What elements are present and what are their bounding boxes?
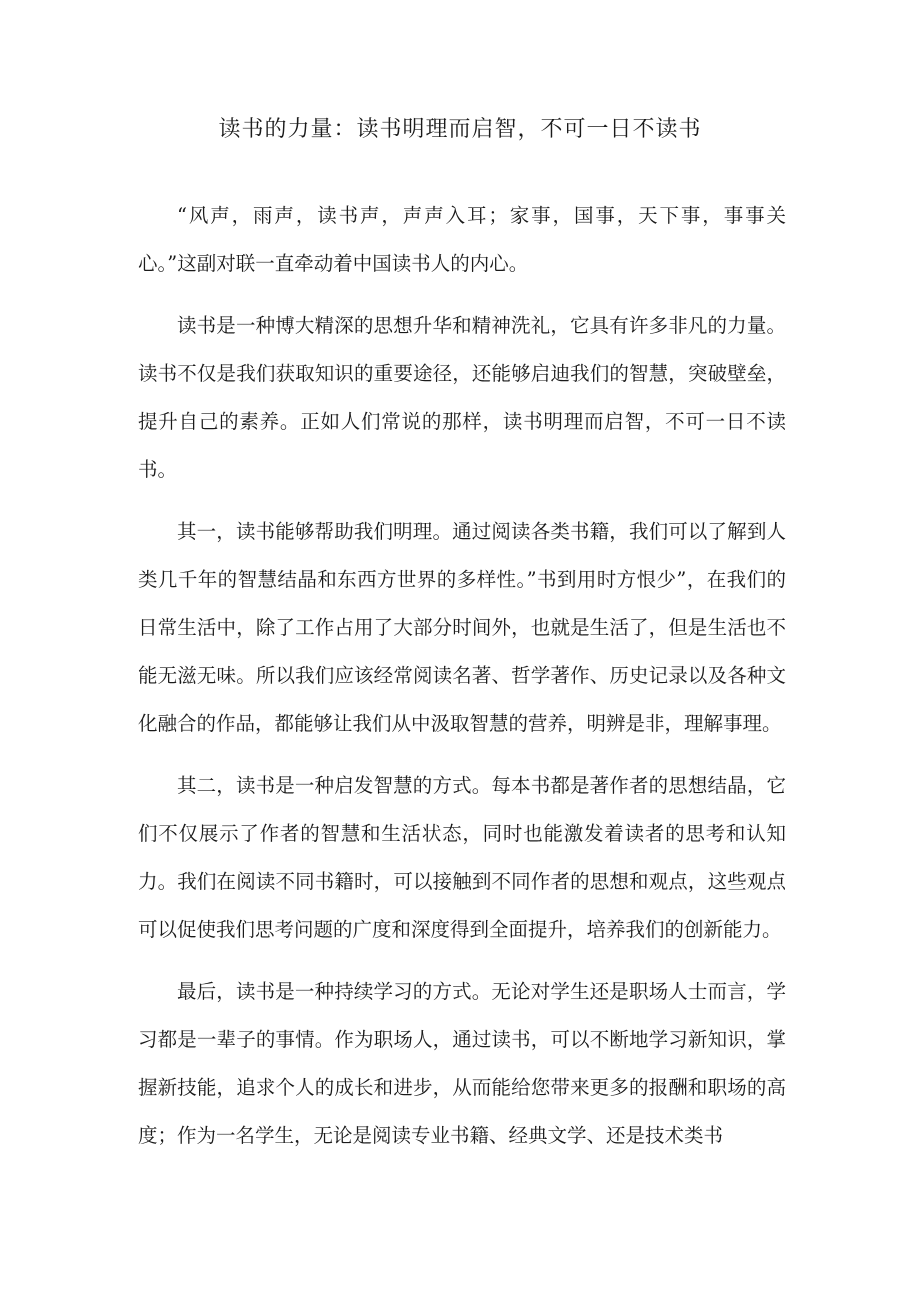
paragraph-intro: 读书是一种博大精深的思想升华和精神洗礼，它具有许多非凡的力量。读书不仅是我们获取知识的重要途径，还能够启迪我们的智慧，突破壁垒，提升自己的素养。正如人们常说的那样，读书明理而启智，不可一日不读书。	[138, 314, 786, 481]
paragraph-point-two: 其二，读书是一种启发智慧的方式。每本书都是著作者的思想结晶，它们不仅展示了作者的智慧和生活状态，同时也能激发着读者的思考和认知力。我们在阅读不同书籍时，可以接触到不同作者的思想和观点，这些观点可以促使我们思考问题的广度和深度得到全面提升，培养我们的创新能力。	[138, 774, 786, 941]
paragraph-point-one: 其一，读书能够帮助我们明理。通过阅读各类书籍，我们可以了解到人类几千年的智慧结晶和东西方世界的多样性。”书到用时方恨少”，在我们的日常生活中，除了工作占用了大部分时间外，也就是生活了，但是生活也不能无滋无味。所以我们应该经常阅读名著、哲学著作、历史记录以及各种文化融合的作品，都能够让我们从中汲取智慧的营养，明辨是非，理解事理。	[138, 520, 786, 735]
paragraph-couplet: “风声，雨声，读书声，声声入耳；家事，国事，天下事，事事关心。”这副对联一直牵动着中国读书人的内心。	[138, 204, 786, 275]
document-body	[138, 192, 786, 1174]
paragraph-point-last: 最后，读书是一种持续学习的方式。无论对学生还是职场人士而言，学习都是一辈子的事情。作为职场人，通过读书，可以不断地学习新知识，掌握新技能，追求个人的成长和进步，从而能给您带来更多的报酬和职场的高度；作为一名学生，无论是阅读专业书籍、经典文学、还是技术类书	[138, 980, 786, 1147]
page-title: 读书的力量：读书明理而启智，不可一日不读书	[218, 117, 702, 142]
